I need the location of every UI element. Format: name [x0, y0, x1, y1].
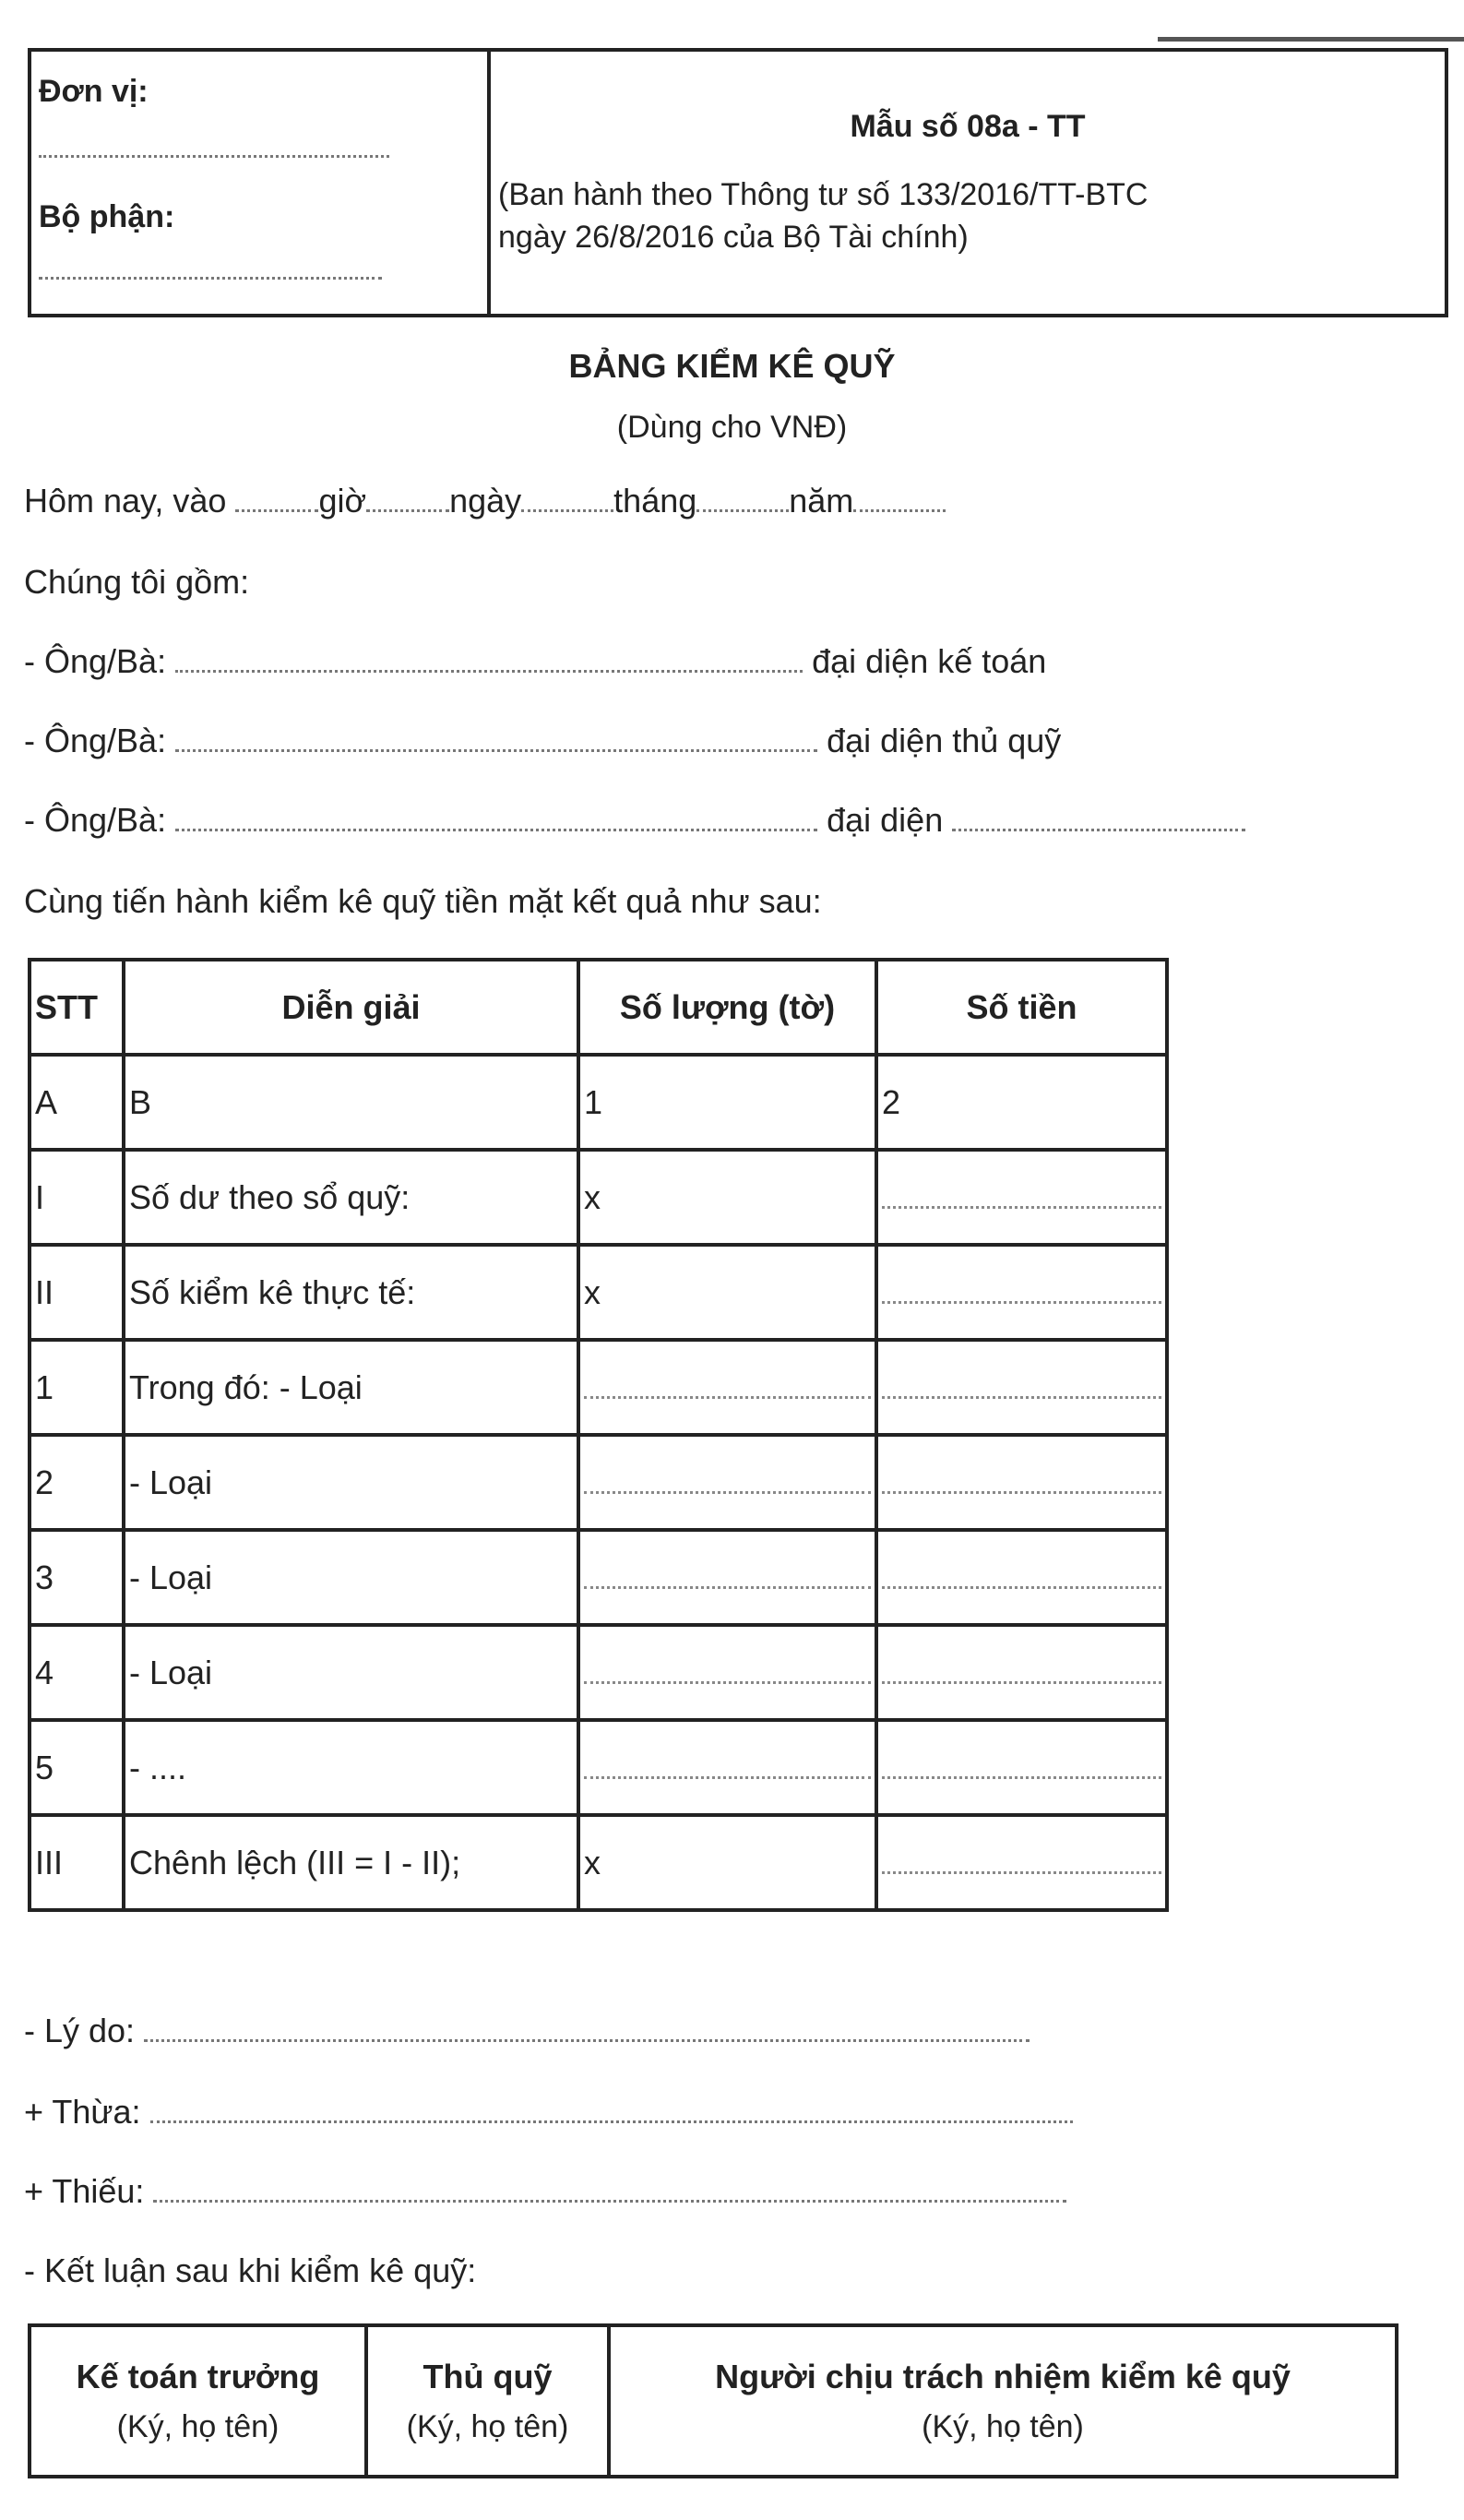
year-blank [696, 509, 789, 512]
conclusion-label: - Kết luận sau khi kiểm kê quỹ: [24, 2251, 477, 2289]
cell-stt: 5 [30, 1720, 124, 1815]
month-label: tháng [613, 482, 697, 520]
table-row [30, 1150, 1167, 1245]
cell-description: - .... [124, 1720, 578, 1815]
cell-stt: 3 [30, 1530, 124, 1625]
cell-description: Số dư theo sổ quỹ: [124, 1150, 578, 1245]
member-prefix: - Ông/Bà: [24, 642, 167, 680]
surplus-label: + Thừa: [24, 2093, 141, 2131]
dept-label: Bộ phận: [39, 199, 175, 234]
signature-cashier [366, 2325, 609, 2477]
cell-stt: 4 [30, 1625, 124, 1720]
header-right-cell [491, 52, 1445, 314]
cell-description: - Loại [124, 1530, 578, 1625]
intro-text: Cùng tiến hành kiểm kê quỹ tiền mặt kết quả như sau: [24, 882, 822, 920]
col-header-description: Diễn giải [124, 960, 578, 1055]
year-label: năm [789, 482, 854, 520]
cell-description: Trong đó: - Loại [124, 1340, 578, 1435]
cell-quantity: 1 [578, 1055, 876, 1150]
cell-description: Chênh lệch (III = I - II); [124, 1815, 578, 1910]
table-row [30, 1055, 1167, 1150]
signature-row [30, 2325, 1397, 2477]
member-role: đại diện [827, 801, 944, 839]
signature-title: Thủ quỹ [423, 2357, 553, 2395]
amount-blank [882, 1776, 1161, 1779]
cell-stt: III [30, 1815, 124, 1910]
signature-title: Kế toán trưởng [76, 2357, 320, 2395]
quantity-blank [584, 1586, 871, 1589]
amount-blank [882, 1681, 1161, 1684]
member-row [24, 642, 1046, 681]
member-role: đại diện kế toán [812, 642, 1047, 680]
col-header-stt: STT [30, 960, 124, 1055]
member-row [24, 801, 1245, 840]
table-row [30, 1435, 1167, 1530]
reason-label: - Lý do: [24, 2012, 136, 2049]
cell-description: - Loại [124, 1625, 578, 1720]
amount-blank [882, 1301, 1161, 1304]
member-name-blank [175, 829, 817, 831]
day-blank [366, 509, 449, 512]
table-row [30, 1530, 1167, 1625]
shortage-line [24, 2172, 1066, 2211]
cell-quantity [578, 1720, 876, 1815]
cell-stt: A [30, 1055, 124, 1150]
cell-amount [876, 1245, 1167, 1340]
surplus-blank [150, 2120, 1073, 2123]
cell-description: - Loại [124, 1435, 578, 1530]
signature-title: Người chịu trách nhiệm kiểm kê quỹ [715, 2357, 1291, 2395]
cell-description: Số kiểm kê thực tế: [124, 1245, 578, 1340]
member-role-blank [952, 829, 1245, 831]
hour-blank [235, 509, 318, 512]
cell-quantity: x [578, 1815, 876, 1910]
quantity-blank [584, 1681, 871, 1684]
dept-dotted-line [39, 277, 382, 280]
reason-blank [144, 2039, 1030, 2042]
table-row [30, 1720, 1167, 1815]
surplus-line [24, 2093, 1073, 2132]
month-blank [521, 509, 613, 512]
issued-line-1: (Ban hành theo Thông tư số 133/2016/TT-BTC [498, 177, 1149, 212]
shortage-label: + Thiếu: [24, 2172, 145, 2210]
table-row [30, 1340, 1167, 1435]
cell-quantity: x [578, 1245, 876, 1340]
member-prefix: - Ông/Bà: [24, 722, 167, 759]
day-label: ngày [449, 482, 522, 520]
col-header-quantity: Số lượng (tờ) [578, 960, 876, 1055]
cell-quantity [578, 1530, 876, 1625]
amount-blank [882, 1396, 1161, 1399]
cell-amount [876, 1720, 1167, 1815]
date-line [24, 482, 946, 520]
quantity-blank [584, 1776, 871, 1779]
col-header-amount: Số tiền [876, 960, 1167, 1055]
form-number: Mẫu số 08a - TT [850, 109, 1086, 144]
member-name-blank [175, 749, 817, 752]
we-include: Chúng tôi gồm: [24, 563, 250, 601]
cell-stt: I [30, 1150, 124, 1245]
member-prefix: - Ông/Bà: [24, 801, 167, 839]
shortage-blank [153, 2200, 1066, 2203]
unit-label: Đơn vị: [39, 74, 149, 109]
document-subtitle: (Dùng cho VNĐ) [616, 410, 848, 445]
cell-quantity: x [578, 1150, 876, 1245]
amount-blank [882, 1586, 1161, 1589]
cell-amount [876, 1625, 1167, 1720]
unit-dotted-line [39, 155, 389, 158]
table-row [30, 1815, 1167, 1910]
issued-line-2: ngày 26/8/2016 của Bộ Tài chính) [498, 220, 969, 255]
cell-stt: II [30, 1245, 124, 1340]
signature-note: (Ký, họ tên) [116, 2408, 280, 2444]
top-edge-line [1158, 37, 1464, 42]
quantity-blank [584, 1491, 871, 1494]
document-title: BẢNG KIỂM KÊ QUỸ [568, 347, 896, 385]
cell-amount [876, 1150, 1167, 1245]
date-today-label: Hôm nay, vào [24, 482, 227, 520]
table-row [30, 1245, 1167, 1340]
table-header-row [30, 960, 1167, 1055]
cell-stt: 2 [30, 1435, 124, 1530]
quantity-blank [584, 1396, 871, 1399]
cash-count-table [28, 958, 1169, 1912]
year-value-blank [853, 509, 946, 512]
cell-amount [876, 1815, 1167, 1910]
cell-quantity [578, 1340, 876, 1435]
cell-description: B [124, 1055, 578, 1150]
cell-amount: 2 [876, 1055, 1167, 1150]
member-role: đại diện thủ quỹ [827, 722, 1062, 759]
header-left-cell [31, 52, 491, 314]
signature-note: (Ký, họ tên) [406, 2408, 569, 2444]
cell-amount [876, 1340, 1167, 1435]
hour-label: giờ [318, 482, 367, 520]
amount-blank [882, 1871, 1161, 1874]
signature-note: (Ký, họ tên) [922, 2408, 1084, 2444]
member-name-blank [175, 670, 803, 673]
amount-blank [882, 1206, 1161, 1209]
form-header [28, 48, 1448, 317]
reason-line [24, 2012, 1030, 2050]
cell-amount [876, 1530, 1167, 1625]
table-row [30, 1625, 1167, 1720]
cell-amount [876, 1435, 1167, 1530]
signature-chief-accountant [30, 2325, 366, 2477]
issued-by [498, 173, 1148, 258]
member-row [24, 722, 1061, 760]
cell-quantity [578, 1625, 876, 1720]
amount-blank [882, 1491, 1161, 1494]
cell-quantity [578, 1435, 876, 1530]
cell-stt: 1 [30, 1340, 124, 1435]
signature-table [28, 2323, 1399, 2478]
signature-inventory-officer [609, 2325, 1397, 2477]
